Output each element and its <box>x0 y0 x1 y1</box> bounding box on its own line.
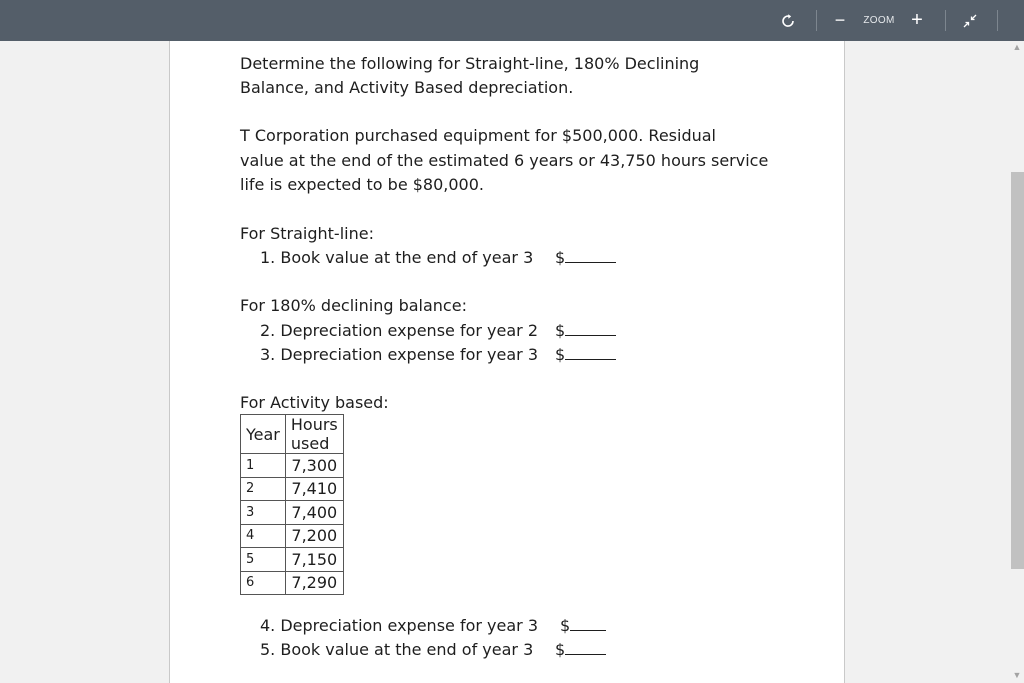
zoom-label-text: ZOOM <box>863 15 895 26</box>
answer-blank-3 <box>555 345 616 364</box>
year-cell: 1 <box>241 454 286 478</box>
table-row <box>241 477 344 501</box>
answer-blank-2 <box>555 321 616 340</box>
currency-symbol: $ <box>555 248 566 267</box>
refresh-icon[interactable] <box>774 0 802 41</box>
scrollbar-thumb[interactable] <box>1011 172 1024 569</box>
hours-cell: 7,410 <box>285 477 343 501</box>
currency-symbol: $ <box>555 321 566 340</box>
activity-heading: For Activity based: <box>240 393 389 412</box>
question-1: 1. Book value at the end of year 3 <box>260 248 534 267</box>
table-row <box>241 524 344 548</box>
hours-cell: 7,200 <box>285 524 343 548</box>
vertical-scrollbar[interactable] <box>1010 41 1024 683</box>
table-row <box>241 454 344 478</box>
year-cell: 4 <box>241 524 286 548</box>
table-row <box>241 571 344 595</box>
scroll-up-icon[interactable]: ▲ <box>1012 42 1022 52</box>
viewer-toolbar <box>0 0 1024 41</box>
problem-text: T Corporation purchased equipment for $500,000. Residual <box>240 126 716 145</box>
year-cell: 2 <box>241 477 286 501</box>
problem-text: value at the end of the estimated 6 years or 43,750 hours service <box>240 151 769 170</box>
hours-cell: 7,150 <box>285 548 343 572</box>
zoom-out-button[interactable]: − <box>834 10 846 30</box>
table-header-row <box>241 415 344 454</box>
toolbar-separator <box>997 10 998 31</box>
document-viewer <box>0 41 1024 683</box>
collapse-arrows-icon[interactable] <box>958 0 982 41</box>
declining-heading: For 180% declining balance: <box>240 296 467 315</box>
question-4: 4. Depreciation expense for year 3 <box>260 616 539 635</box>
year-cell: 5 <box>241 548 286 572</box>
table-row <box>241 548 344 572</box>
hours-cell: 7,300 <box>285 454 343 478</box>
document-page <box>169 41 845 683</box>
currency-symbol: $ <box>555 640 566 659</box>
column-header-hours: Hours used <box>285 415 343 454</box>
question-5: 5. Book value at the end of year 3 <box>260 640 534 659</box>
currency-symbol: $ <box>555 345 566 364</box>
intro-line: Balance, and Activity Based depreciation. <box>240 78 574 97</box>
year-cell: 3 <box>241 501 286 525</box>
toolbar-separator <box>816 10 817 31</box>
hours-table <box>240 414 344 595</box>
column-header-year: Year <box>241 415 286 454</box>
answer-blank-5 <box>555 640 606 659</box>
toolbar-separator <box>945 10 946 31</box>
zoom-in-button[interactable]: + <box>911 9 923 31</box>
question-2: 2. Depreciation expense for year 2 <box>260 321 539 340</box>
answer-blank-1 <box>555 248 616 267</box>
currency-symbol: $ <box>560 616 571 635</box>
hours-cell: 7,290 <box>285 571 343 595</box>
answer-blank-4 <box>560 616 606 635</box>
straight-line-heading: For Straight-line: <box>240 224 374 243</box>
year-cell: 6 <box>241 571 286 595</box>
table-row <box>241 501 344 525</box>
question-3: 3. Depreciation expense for year 3 <box>260 345 539 364</box>
hours-cell: 7,400 <box>285 501 343 525</box>
scroll-down-icon[interactable]: ▼ <box>1012 670 1022 680</box>
intro-line: Determine the following for Straight-line, 180% Declining <box>240 54 700 73</box>
zoom-label <box>856 0 902 41</box>
problem-text: life is expected to be $80,000. <box>240 175 484 194</box>
